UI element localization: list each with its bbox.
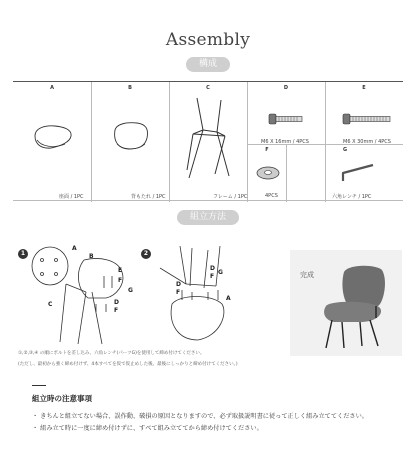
step-1-label-e: E — [118, 267, 123, 274]
part-caption-g: 六角レンチ / 1PC — [332, 194, 372, 200]
backrest-icon — [109, 120, 153, 154]
parts-table — [13, 81, 403, 201]
step-1-label-g: G — [128, 287, 133, 294]
parts-section-pill: 構成 — [186, 57, 230, 72]
washer-icon — [255, 165, 281, 181]
step-2-label-f2: F — [210, 273, 215, 280]
part-letter-d: D — [283, 85, 289, 91]
part-caption-a: 座面 / 1PC — [59, 194, 84, 200]
notice-divider — [32, 385, 46, 386]
step-1-label-d: D — [114, 299, 119, 306]
step-2-diagram-icon — [150, 244, 246, 348]
step-1-label-b: B — [89, 253, 94, 260]
step-2-label-d: D — [176, 281, 181, 288]
step-2-label-d2: D — [210, 265, 215, 272]
completed-chair-icon — [304, 262, 394, 352]
part-letter-b: B — [128, 85, 132, 91]
step-2-label-g: G — [218, 269, 223, 276]
part-letter-g: G — [342, 147, 348, 153]
part-letter-c: C — [206, 85, 210, 91]
page-title: Assembly — [165, 30, 251, 50]
assembly-note-2: (ただし、最初から強く締め付けず、4本すべてを仮で仮止めした後、最後にしっかりと締め付けてください。) — [18, 362, 238, 367]
part-letter-f: F — [265, 147, 269, 153]
notice-title: 組立時の注意事項 — [32, 394, 92, 403]
hex-wrench-icon — [339, 162, 379, 184]
step-number-1: 1 — [18, 249, 28, 259]
part-caption-f: 4PCS — [265, 193, 278, 199]
part-caption-d: M6 X 16mm / 4PCS — [261, 139, 309, 145]
part-letter-e: E — [362, 85, 366, 91]
completed-label: 完成 — [300, 271, 314, 279]
step-1-label-a: A — [72, 245, 77, 252]
steps-section-pill: 組立方法 — [177, 210, 239, 225]
completed-chair-panel — [290, 250, 402, 356]
short-bolt-icon — [267, 112, 307, 126]
step-1-label-f2: F — [114, 307, 119, 314]
step-2-label-f: F — [176, 289, 181, 296]
part-caption-c: フレーム / 1PC — [213, 194, 248, 200]
step-1-label-f: F — [118, 277, 123, 284]
assembly-note-1: ①,②,③,④ の順にボルトを差し込み、六角レンチ(パーツG)を使用して締め付けてください。 — [18, 351, 205, 356]
step-2-label-a: A — [226, 295, 231, 302]
part-caption-b: 背もたれ / 1PC — [131, 194, 166, 200]
step-1-diagram-icon — [26, 244, 142, 348]
notice-item-1: ・ きちんと組立てない場合、誤作動、破損の原因となりますので、必ず取扱説明書に従って正しく組み立ててください。 — [32, 413, 368, 420]
step-number-2: 2 — [141, 249, 151, 259]
part-caption-e: M6 X 30mm / 4PCS — [343, 139, 391, 145]
seat-cushion-icon — [31, 122, 75, 152]
notice-item-2: ・ 組み立て時に一度に締め付けずに、すべて組み立ててから締め付けてください。 — [32, 425, 263, 432]
chair-frame-icon — [181, 94, 237, 184]
long-bolt-icon — [341, 112, 395, 126]
step-1-label-c: C — [48, 301, 53, 308]
part-letter-a: A — [50, 85, 54, 91]
